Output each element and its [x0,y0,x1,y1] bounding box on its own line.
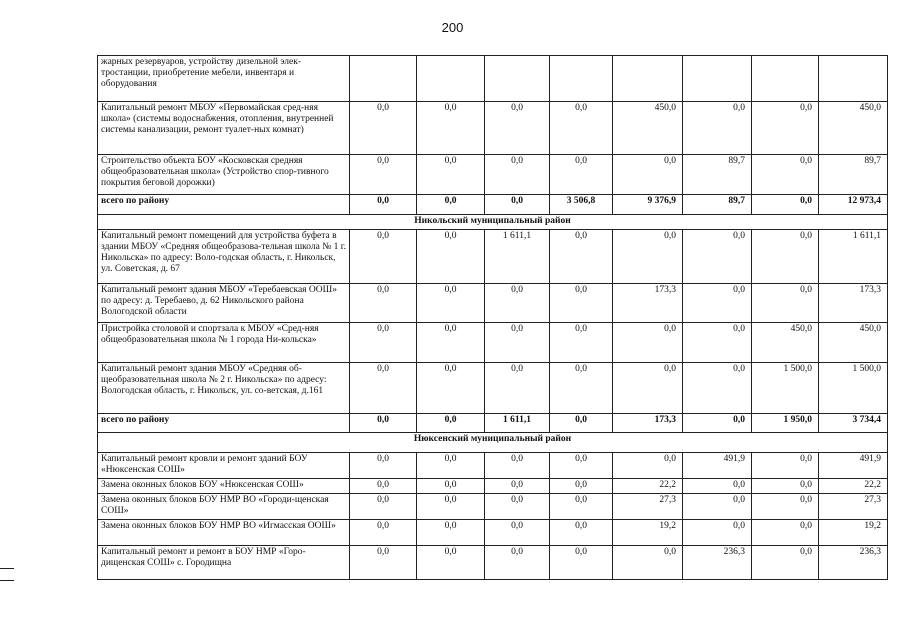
value-cell: 0,0 [350,155,417,195]
value-cell: 0,0 [417,323,485,363]
table-row [98,56,888,102]
value-cell: 173,3 [613,284,683,323]
project-name-cell: Капитальный ремонт кровли и ремонт зданий БОУ «Нюксенская СОШ» [98,453,350,479]
value-cell: 0,0 [752,494,819,520]
value-cell: 0,0 [550,520,613,546]
project-name-cell: Капитальный ремонт и ремонт в БОУ НМР «Горо-дищенская СОШ» с. Городищна [98,546,350,580]
value-cell: 0,0 [683,494,752,520]
value-cell [819,56,888,102]
value-cell: 0,0 [350,102,417,155]
table-row [98,494,888,520]
project-name-cell: Капитальный ремонт здания МБОУ «Средняя об-щеобразовательная школа № 2 г. Никольска» по адресу: Вологодская область, г. Никольск, ул. со-ветская, д.161 [98,363,350,414]
value-cell: 0,0 [613,546,683,580]
value-cell: 1 950,0 [752,414,819,433]
value-cell: 0,0 [752,102,819,155]
value-cell [613,56,683,102]
district-header-row [98,215,888,230]
value-cell: 89,7 [683,195,752,215]
value-cell: 0,0 [613,155,683,195]
value-cell: 0,0 [485,546,550,580]
budget-table [97,55,888,580]
total-label: всего по району [98,414,350,433]
value-cell: 0,0 [485,363,550,414]
value-cell: 0,0 [350,323,417,363]
value-cell: 0,0 [752,453,819,479]
value-cell: 0,0 [417,195,485,215]
table-row [98,323,888,363]
value-cell: 0,0 [485,155,550,195]
project-name-cell: Замена оконных блоков БОУ НМР ВО «Городи-щенская СОШ» [98,494,350,520]
value-cell: 0,0 [752,520,819,546]
project-name-cell: Капитальный ремонт МБОУ «Первомайская сред-няя школа» (системы водоснабжения, отопления, внутренней системы канализации, ремонт туалет-ных комнат) [98,102,350,155]
value-cell [485,56,550,102]
value-cell: 0,0 [683,230,752,284]
value-cell: 0,0 [485,494,550,520]
project-name-cell: Капитальный ремонт здания МБОУ «Теребаевская ООШ» по адресу: д. Теребаево, д. 62 Никольского района Вологодской области [98,284,350,323]
value-cell: 0,0 [683,520,752,546]
value-cell: 0,0 [417,102,485,155]
value-cell: 0,0 [350,414,417,433]
value-cell: 0,0 [485,284,550,323]
value-cell: 89,7 [683,155,752,195]
value-cell: 1 611,1 [485,414,550,433]
value-cell: 0,0 [417,520,485,546]
value-cell: 0,0 [350,453,417,479]
value-cell: 450,0 [752,323,819,363]
value-cell: 0,0 [417,546,485,580]
value-cell: 0,0 [350,195,417,215]
value-cell: 236,3 [819,546,888,580]
value-cell: 0,0 [752,230,819,284]
value-cell: 450,0 [819,323,888,363]
value-cell: 0,0 [550,414,613,433]
value-cell: 0,0 [550,546,613,580]
value-cell: 0,0 [485,479,550,494]
value-cell: 19,2 [819,520,888,546]
value-cell: 1 500,0 [752,363,819,414]
value-cell: 0,0 [613,453,683,479]
value-cell: 0,0 [350,230,417,284]
table-row [98,546,888,580]
district-name: Никольский муниципальный район [98,215,888,230]
value-cell: 0,0 [752,479,819,494]
value-cell: 3 734,4 [819,414,888,433]
value-cell: 0,0 [417,414,485,433]
value-cell [417,56,485,102]
district-name: Нюксенский муниципальный район [98,433,888,453]
district-total-row [98,414,888,433]
value-cell: 0,0 [683,414,752,433]
value-cell: 0,0 [683,102,752,155]
value-cell: 0,0 [350,363,417,414]
value-cell: 0,0 [485,323,550,363]
value-cell: 0,0 [417,230,485,284]
project-name-cell: жарных резервуаров, устройству дизельной элек-тростанции, приобретение мебели, инвентаря и оборудования [98,56,350,102]
value-cell [752,56,819,102]
value-cell: 0,0 [417,479,485,494]
value-cell: 0,0 [550,363,613,414]
value-cell: 0,0 [550,284,613,323]
value-cell: 0,0 [350,284,417,323]
value-cell: 0,0 [752,284,819,323]
value-cell: 0,0 [350,546,417,580]
value-cell: 27,3 [819,494,888,520]
value-cell: 0,0 [550,230,613,284]
value-cell: 0,0 [485,520,550,546]
table-row [98,453,888,479]
value-cell: 491,9 [819,453,888,479]
district-header-row [98,433,888,453]
district-total-row [98,195,888,215]
table-row [98,284,888,323]
value-cell: 0,0 [752,155,819,195]
value-cell: 0,0 [683,284,752,323]
table-row [98,155,888,195]
value-cell: 0,0 [550,155,613,195]
value-cell: 0,0 [752,546,819,580]
value-cell: 0,0 [752,195,819,215]
project-name-cell: Строительство объекта БОУ «Косковская средняя общеобразовательная школа» (Устройство спор-тивного покрытия беговой дорожки) [98,155,350,195]
value-cell [550,56,613,102]
margin-mark-bottom [0,580,14,581]
value-cell: 1 611,1 [485,230,550,284]
table-row [98,520,888,546]
value-cell: 0,0 [683,479,752,494]
value-cell: 173,3 [819,284,888,323]
value-cell: 0,0 [417,453,485,479]
table-row [98,230,888,284]
value-cell: 3 506,8 [550,195,613,215]
table-row [98,479,888,494]
value-cell: 0,0 [485,102,550,155]
project-name-cell: Пристройка столовой и спортзала к МБОУ «Сред-няя общеобразовательная школа № 1 города Ни-кольска» [98,323,350,363]
value-cell [683,56,752,102]
value-cell: 0,0 [550,323,613,363]
value-cell: 0,0 [485,453,550,479]
value-cell: 0,0 [550,494,613,520]
page-number: 200 [441,20,464,35]
total-label: всего по району [98,195,350,215]
margin-mark-top [0,568,14,569]
value-cell: 9 376,9 [613,195,683,215]
value-cell: 22,2 [613,479,683,494]
value-cell: 236,3 [683,546,752,580]
value-cell: 12 973,4 [819,195,888,215]
value-cell: 0,0 [550,102,613,155]
value-cell: 0,0 [550,479,613,494]
table-row [98,102,888,155]
value-cell: 0,0 [550,453,613,479]
value-cell: 450,0 [819,102,888,155]
value-cell: 89,7 [819,155,888,195]
value-cell: 0,0 [417,363,485,414]
value-cell [350,56,417,102]
value-cell: 0,0 [485,195,550,215]
table-row [98,363,888,414]
project-name-cell: Замена оконных блоков БОУ НМР ВО «Игмасская ООШ» [98,520,350,546]
value-cell: 0,0 [683,323,752,363]
value-cell: 0,0 [350,479,417,494]
value-cell: 0,0 [613,363,683,414]
project-name-cell: Замена оконных блоков БОУ «Нюксенская СОШ» [98,479,350,494]
value-cell: 0,0 [613,323,683,363]
value-cell: 491,9 [683,453,752,479]
value-cell: 0,0 [613,230,683,284]
value-cell: 450,0 [613,102,683,155]
value-cell: 0,0 [417,284,485,323]
value-cell: 173,3 [613,414,683,433]
value-cell: 19,2 [613,520,683,546]
value-cell: 1 500,0 [819,363,888,414]
value-cell: 22,2 [819,479,888,494]
project-name-cell: Капитальный ремонт помещений для устройства буфета в здании МБОУ «Средняя общеобразова-тельная школа № 1 г. Никольска» по адресу: Воло-годская область, г. Никольск, ул. Советская, д. 67 [98,230,350,284]
value-cell: 27,3 [613,494,683,520]
value-cell: 0,0 [350,520,417,546]
value-cell: 0,0 [350,494,417,520]
value-cell: 0,0 [683,363,752,414]
value-cell: 0,0 [417,494,485,520]
value-cell: 0,0 [417,155,485,195]
value-cell: 1 611,1 [819,230,888,284]
